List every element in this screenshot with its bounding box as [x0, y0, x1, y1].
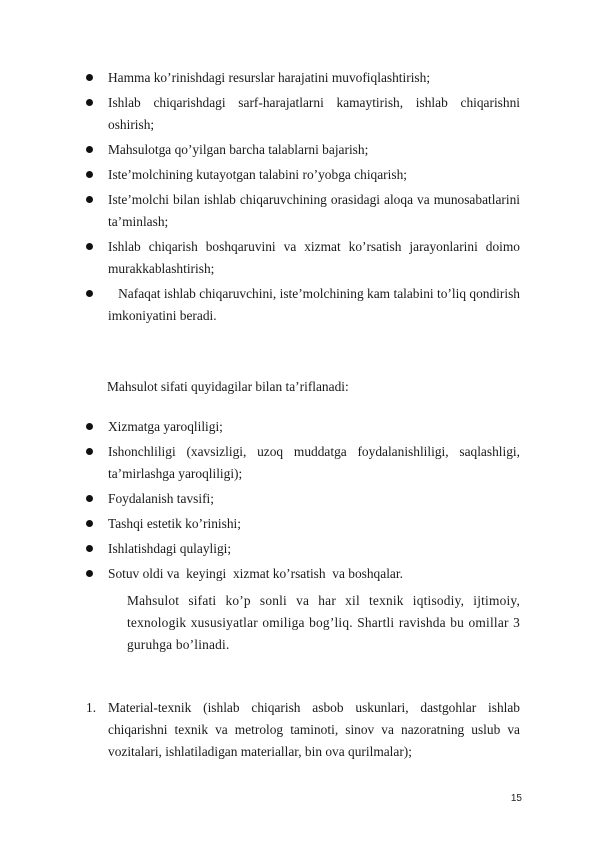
bullet-icon — [86, 243, 93, 250]
bullet-icon — [86, 74, 93, 81]
list-item: Nafaqat ishlab chiqaruvchini, iste’molchining kam talabini to’liq qondirish imkoniyatini beradi. — [86, 283, 520, 327]
bullet-icon — [86, 545, 93, 552]
list-item: Ishlab chiqarish boshqaruvini va xizmat ko’rsatish jarayonlarini doimo murakkablashtirish; — [86, 236, 520, 280]
bullet-list-goals — [86, 67, 524, 330]
bullet-icon — [86, 146, 93, 153]
bullet-icon — [86, 448, 93, 455]
bullet-icon — [86, 196, 93, 203]
list-item: Ishonchliligi (xavsizligi, uzoq muddatga foydalanishliligi, saqlashligi, ta’mirlashga yaroqliligi); — [86, 441, 520, 485]
bullet-icon — [86, 570, 93, 577]
list-item: Xizmatga yaroqliligi; — [86, 416, 520, 438]
item-text: Material-texnik (ishlab chiqarish asbob uskunlari, dastgohlar ishlab chiqarishni texnik va metrolog taminoti, sinov va nazoratning uslub va vozitalari, ishlatiladigan materiallar, bin ova qurilmalar); — [108, 700, 520, 759]
page-number: 15 — [510, 793, 522, 804]
body-paragraph: Mahsulot sifati ko’p sonli va har xil texnik iqtisodiy, ijtimoiy, texnologik xususiyatlar omiliga bog’liq. Shartli ravishda bu omillar 3 guruhga bo’linadi. — [127, 593, 520, 652]
list-item: Tashqi estetik ko’rinishi; — [86, 513, 520, 535]
numbered-item — [86, 697, 520, 763]
list-item: Iste’molchining kutayotgan talabini ro’yobga chiqarish; — [86, 164, 520, 186]
list-item: Hamma ko’rinishdagi resurslar harajatini muvofiqlashtirish; — [86, 67, 520, 89]
list-item: Mahsulotga qo’yilgan barcha talablarni bajarish; — [86, 139, 520, 161]
bullet-icon — [86, 99, 93, 106]
numbered-list — [86, 697, 520, 763]
list-item: Ishlab chiqarishdagi sarf-harajatlarni kamaytirish, ishlab chiqarishni oshirish; — [86, 92, 520, 136]
item-number: 1. — [86, 700, 97, 715]
bullet-icon — [86, 423, 93, 430]
bullet-list-quality — [86, 416, 520, 588]
list-item: Iste’molchi bilan ishlab chiqaruvchining orasidagi aloqa va munosabatlarini ta’minlash; — [86, 189, 520, 233]
bullet-icon — [86, 520, 93, 527]
bullet-icon — [86, 171, 93, 178]
bullet-icon — [86, 290, 93, 297]
bullet-icon — [86, 495, 93, 502]
list-item: Foydalanish tavsifi; — [86, 488, 520, 510]
list-item: Sotuv oldi va keyingi xizmat ko’rsatish va boshqalar. — [86, 563, 520, 585]
list-item: Ishlatishdagi qulayligi; — [86, 538, 520, 560]
section-heading: Mahsulot sifati quyidagilar bilan ta’riflanadi: — [107, 379, 349, 394]
